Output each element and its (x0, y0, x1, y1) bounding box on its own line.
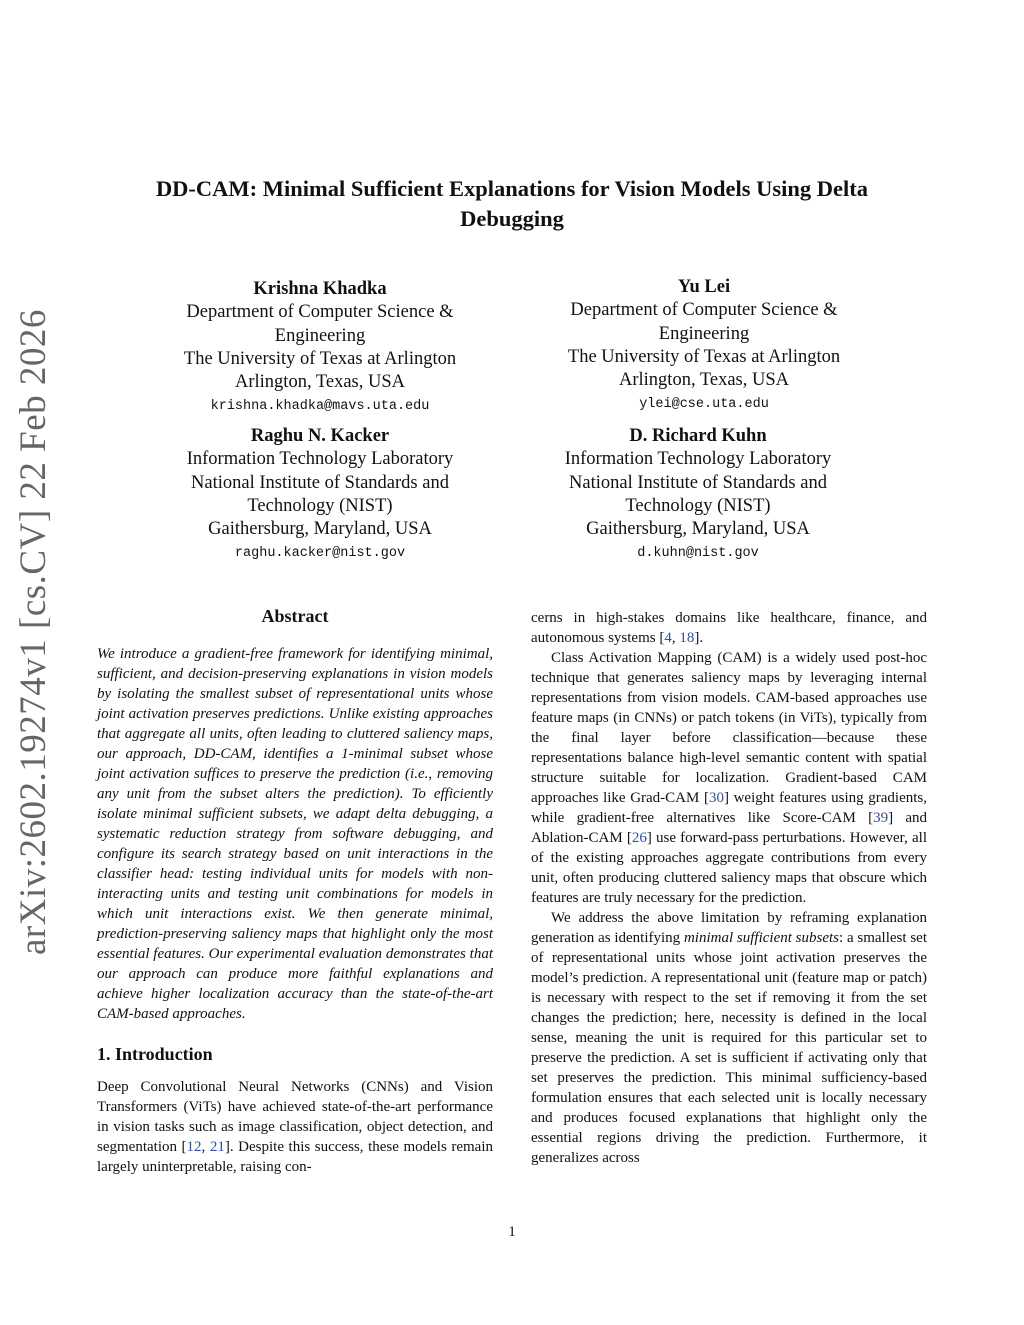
author-affiliation-line: Arlington, Texas, USA (235, 372, 405, 393)
abstract-heading: Abstract (261, 606, 329, 626)
author-name: Krishna Khadka (253, 279, 387, 299)
citation-link[interactable]: 30 (708, 790, 724, 806)
author-block-khadka (120, 278, 520, 417)
left-column (97, 605, 493, 1177)
body-paragraph-cam: Class Activation Mapping (CAM) is a widely used post-hoc technique that generates saliency maps by leveraging internal representations from vision models. CAM-based approaches use feature maps (in CNNs) or patch tokens (in ViTs), typically from the final layer before classification—because these representations balance high-level semantic content with spatial structure suitable for localization. Gradient-based CAM approaches like Grad-CAM [30] weight features using gradients, while gradient-free alternatives like Score-CAM [39] and Ablation-CAM [26] use forward-pass perturbations. However, all of the existing approaches aggregate contributions from every unit, often producing cluttered saliency maps that obscure which features are truly necessary for the prediction. (531, 650, 928, 906)
page-number: 1 (508, 1224, 516, 1240)
author-affiliation-line: Arlington, Texas, USA (619, 370, 789, 391)
author-block-kuhn (498, 425, 898, 564)
author-affiliation-line: Information Technology Laboratory (564, 449, 832, 470)
author-name: Raghu N. Kacker (250, 426, 390, 446)
author-affiliation-line: Department of Computer Science & (570, 300, 838, 321)
author-affiliation-line: Department of Computer Science & (186, 302, 454, 323)
intro-paragraph: Deep Convolutional Neural Networks (CNNs) and Vision Transformers (ViTs) have achieved state-of-the-art performance in vision tasks such as image classification, object detection, and segmentation [12, 21]. Despite this success, these models remain largely uninterpretable, raising con- (97, 1079, 493, 1175)
author-block-lei (504, 276, 904, 415)
author-email[interactable]: raghu.kacker@nist.gov (234, 546, 406, 562)
author-affiliation-line: Gaithersburg, Maryland, USA (586, 519, 810, 540)
author-email[interactable]: krishna.khadka@mavs.uta.edu (210, 399, 430, 415)
author-email[interactable]: d.kuhn@nist.gov (637, 546, 759, 562)
citation-link[interactable]: 12 (186, 1139, 202, 1155)
abstract-text: We introduce a gradient-free framework for identifying minimal, sufficient, and decision-preserving explanations in vision models by isolating the smallest subset of representational units whose joint activation preserves predictions. Unlike existing approaches that aggregate all units, often leading to cluttered saliency maps, our approach, DD-CAM, identifies a 1-minimal subset whose joint activation suffices to preserve the prediction (i.e., removing any unit from the subset alters the prediction). To efficiently isolate minimal sufficient subsets, we adapt delta debugging, a systematic reduction strategy from software debugging, and configure its search strategy based on unit interactions in the classifier head: testing individual units for models with non-interacting units and testing unit combinations for models in which unit interactions exist. We then generate minimal, prediction-preserving saliency maps that highlight only the most essential features. Our experimental evaluation demonstrates that our approach can produce more faithful explanations and achieve higher localization accuracy than the state-of-the-art CAM-based approaches. (97, 646, 493, 1022)
title-line-1: DD-CAM: Minimal Sufficient Explanations for Vision Models Using Delta (155, 176, 869, 201)
author-affiliation-line: Information Technology Laboratory (186, 449, 454, 470)
author-affiliation-line: Technology (NIST) (247, 495, 393, 516)
right-column (531, 608, 927, 1168)
author-name: D. Richard Kuhn (629, 426, 767, 446)
body-paragraph-approach: We address the above limitation by reframing explanation generation as identifying minimal sufficient subsets: a smallest set of representational units whose joint activation preserves the model’s prediction. A representational unit (feature map or patch) is necessary with respect to the set if removing it from the set changes the prediction; here, necessity is defined in the local sense, meaning the unit is required for this particular set to preserve the prediction. A set is sufficient if activating only that set preserves the prediction. This minimal sufficiency-based formulation ensures that each selected unit is locally necessary and produces focused explanations that highlight only the essential regions driving the prediction. Furthermore, it generalizes across (531, 910, 927, 1166)
body-paragraph: cerns in high-stakes domains like healthcare, finance, and autonomous systems [4, 18]. (531, 610, 927, 646)
citation-link[interactable]: 39 (873, 810, 889, 826)
author-block-kacker (120, 425, 520, 564)
arxiv-identifier-stamp: arXiv:2602.19274v1 [cs.CV] 22 Feb 2026 (13, 309, 54, 955)
author-affiliation-line: The University of Texas at Arlington (183, 348, 457, 369)
author-affiliation-line: The University of Texas at Arlington (567, 346, 841, 367)
citation-link[interactable]: 18 (679, 630, 695, 646)
author-affiliation-line: Engineering (658, 323, 750, 344)
citation-link[interactable]: 26 (631, 830, 647, 846)
citation-link[interactable]: 21 (209, 1139, 225, 1155)
author-affiliation-line: Gaithersburg, Maryland, USA (208, 519, 432, 540)
author-affiliation-line: National Institute of Standards and (191, 472, 449, 493)
author-affiliation-line: Engineering (274, 325, 366, 346)
citation-link[interactable]: 4 (664, 630, 672, 646)
introduction-heading: 1. Introduction (97, 1044, 213, 1064)
author-email[interactable]: ylei@cse.uta.edu (639, 397, 769, 413)
author-affiliation-line: Technology (NIST) (625, 495, 771, 516)
title-line-2: Debugging (460, 206, 564, 231)
paper-title (112, 174, 912, 234)
author-affiliation-line: National Institute of Standards and (569, 472, 827, 493)
author-name: Yu Lei (677, 277, 731, 297)
